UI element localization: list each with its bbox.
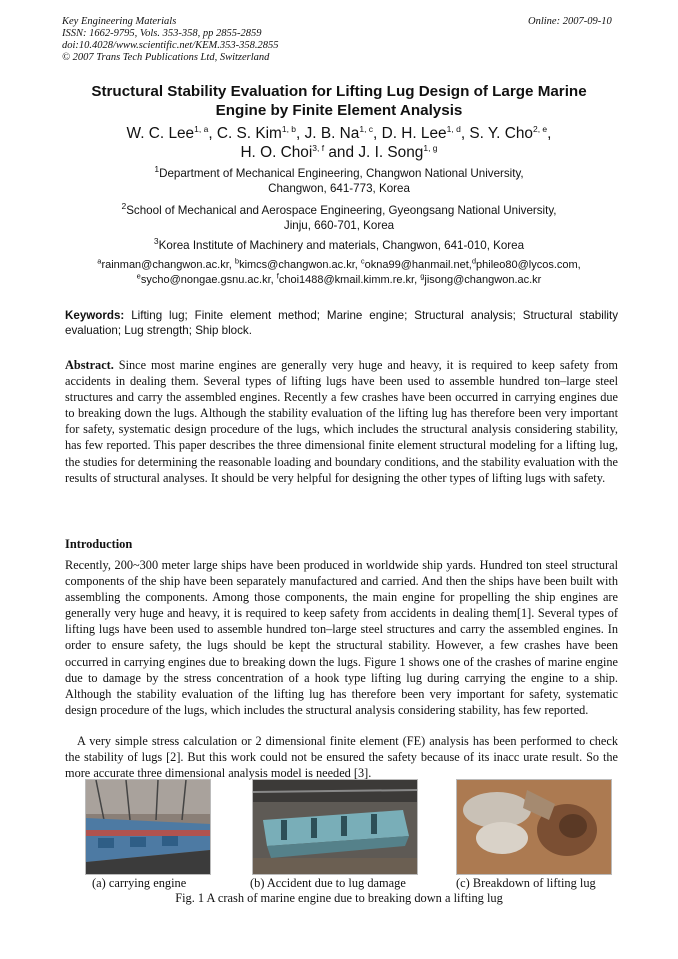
paper-title [40,82,638,120]
affiliation-2 [40,201,638,233]
subcaption-c: (c) Breakdown of lifting lug [456,876,596,890]
email-link[interactable]: okna99@hanmail.net, [364,259,472,271]
affiliation-line: School of Mechanical and Aerospace Engineering, Gyeongsang National University, [126,204,557,217]
affiliation-number: 1 [154,164,160,175]
author-affil: 1, c [359,123,374,134]
author-line-2 [40,143,638,162]
keywords-text: Lifting lug; Finite element method; Marine engine; Structural analysis; Structural stability evaluation; Lug strength; Ship block. [65,309,618,337]
email-link[interactable]: kimcs@changwon.ac.kr, [239,259,361,271]
intro-paragraph-2: A very simple stress calculation or 2 dimensional finite element (FE) analysis has been performed to check the stability of lugs [2]. But this work could not be ensured the safety because of its inacc urate result. So the more accurate three dimensional analysis model is needed [3]. [65,734,618,781]
online-date: Online: 2007-09-10 [528,16,612,27]
author-name: and J. I. Song [324,144,424,161]
journal-name: Key Engineering Materials [62,16,177,27]
title-line-2: Engine by Finite Element Analysis [215,102,463,119]
affiliation-line: Changwon, 641-773, Korea [268,181,410,195]
email-link[interactable]: choi1488@kmail.kimm.re.kr, [278,273,421,286]
section-heading: Introduction [65,537,133,551]
abstract-text: Since most marine engines are generally very huge and heavy, it is required to keep safety from accidents in dealing them. Several types of lifting lugs have been used to assemble hundred ton–large steel structures and carry the assembled engines. Recently a few crashes have been occurred in carrying engines due to breaking down the lugs. Although the stability evaluation of the lifting lug has therefore been very important for safety, systematic design procedure of the lugs, which includes the structural analysis considering stability, has few reported. This paper describes the three dimensional finite element structural modeling for a lifting lug, the studies for determining the reasonable loading and boundary conditions, and the stability evaluation with the results of structural analyses. It should be very helpful for designing the other types of lifting lugs with safety. [65,358,618,485]
affiliation-1 [40,164,638,196]
email-link[interactable]: sycho@nongae.gsnu.ac.kr, [140,273,277,286]
email-link[interactable]: jisong@changwon.ac.kr [424,273,542,286]
author-affil: 1, b [281,123,297,134]
affiliation-line: Jinju, 660-701, Korea [283,218,395,232]
author-affil: 2, e [532,123,548,134]
keywords [65,309,618,338]
affiliation-line: Department of Mechanical Engineering, Changwon National University, [159,167,524,180]
author-line-1 [40,124,638,143]
figure-caption: Fig. 1 A crash of marine engine due to breaking down a lifting lug [175,891,503,905]
author-list [40,124,638,162]
author-name: , J. B. Na [296,125,360,142]
figure-image-accident [252,779,418,875]
author-name: H. O. Choi [240,144,313,161]
journal-issn: ISSN: 1662-9795, Vols. 353-358, pp 2855-2859 [62,28,262,39]
author-name: , C. S. Kim [208,125,282,142]
subcaption-b: (b) Accident due to lug damage [250,876,406,890]
journal-copyright: © 2007 Trans Tech Publications Ltd, Switzerland [62,52,270,63]
keywords-label: Keywords: [65,309,125,322]
author-name: W. C. Lee [126,125,195,142]
affiliation-line: Korea Institute of Machinery and materials, Changwon, 641-010, Korea [158,239,525,252]
figure-image-lug-breakdown [456,779,612,875]
author-name: , S. Y. Cho [460,125,533,142]
abstract [65,357,618,486]
author-affil: 1, a [194,123,209,134]
affiliation-number: 2 [121,201,127,212]
abstract-label: Abstract. [65,358,114,372]
email-link[interactable]: rainman@changwon.ac.kr, [101,259,235,271]
author-separator: , [547,125,552,142]
author-affil: 1, g [423,142,438,153]
affiliation-3 [40,236,638,254]
subcaption-a: (a) carrying engine [92,876,187,890]
journal-header [62,16,279,64]
figure-image-carrying-engine [85,779,211,875]
email-link[interactable]: phileo80@lycos.com, [476,259,581,271]
affiliation-number: 3 [153,236,159,247]
email-list: $^a$rainman@changwon.ac.kr, $^b$kimcs@changwon.ac.kr, $^c$okna99@hanmail.net,$^d$phileo80@lycos.com, $^e$sycho@nongae.gsnu.ac.kr, $^f$choi1488@kmail.kimm.re.kr, $^g$jisong@changwon.ac.kr [97,256,581,286]
journal-doi: doi:10.4028/www.scientific.net/KEM.353-358.2855 [62,40,279,51]
author-name: , D. H. Lee [373,125,447,142]
author-affil: 1, d [446,123,461,134]
intro-paragraph-1: Recently, 200~300 meter large ships have been produced in worldwide ship yards. Hundred ton steel structural components of the ship have been separately manufactured and carried. And then the ships have been built with assembling the components. Among those components, the main engine for propelling the ship engines are generally very huge and heavy, it is required to keep safety from accidents in dealing them[1]. Several types of lifting lugs have been used to assemble hundred ton–large steel structures and carry the assembled engines. In order to ensure safety, the lugs should be kept the structural stability. However, a few crashes have been occurred in carrying engines due to breaking down the lugs. Figure 1 shows one of the crashes of marine engine due to damage by the stress concentration of a hook type lifting lug during carrying the engine to a ship. Although the stability evaluation of the lifting lug has therefore been very important for safety, systematic design procedure of the lugs, which includes the structural analysis considering stability, has few reported. [65,558,618,717]
title-line-1: Structural Stability Evaluation for Lifting Lug Design of Large Marine [91,83,587,100]
author-affil: 3, f [312,142,325,153]
